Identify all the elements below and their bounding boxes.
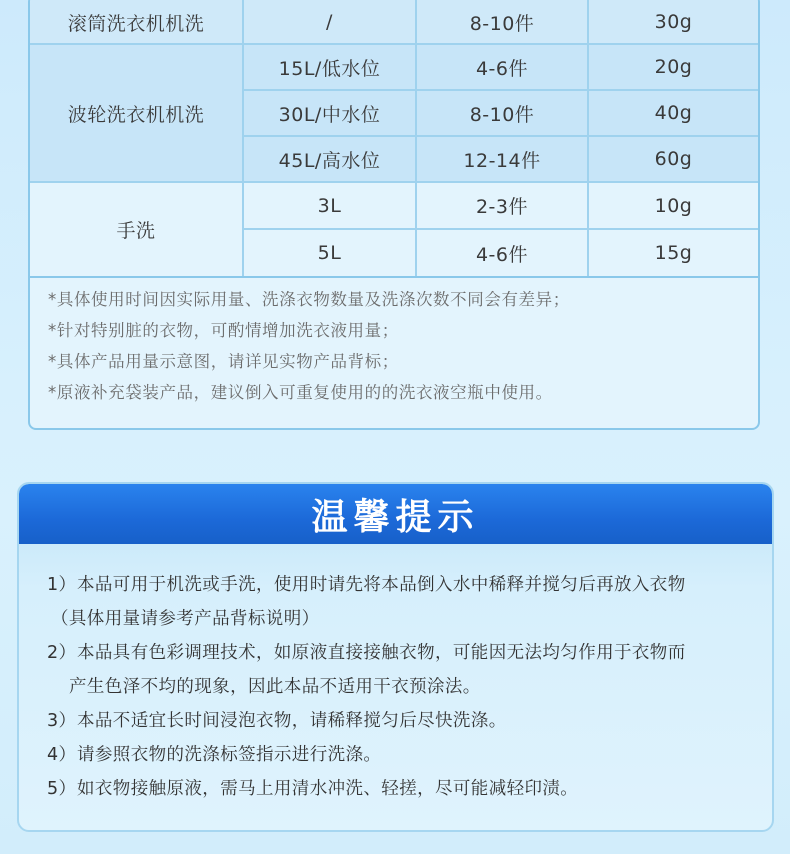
tip-text: 本品可用于机洗或手洗，使用时请先将本品倒入水中稀释并搅匀后再放入衣物 bbox=[77, 575, 686, 595]
cell-dosage: 30g bbox=[654, 11, 693, 33]
cell-clothes: 12-14件 bbox=[463, 149, 541, 172]
usage-table-card bbox=[28, 0, 760, 430]
tip-item bbox=[47, 738, 754, 772]
tips-list bbox=[47, 568, 754, 806]
tip-number: 1） bbox=[47, 575, 77, 595]
tip-text: 产生色泽不均的现象，因此本品不适用干衣预涂法。 bbox=[69, 677, 481, 697]
tip-text: 如衣物接触原液，需马上用清水冲洗、轻搓，尽可能减轻印渍。 bbox=[77, 779, 579, 799]
cell-dosage: 10g bbox=[654, 194, 693, 217]
cell-water: / bbox=[326, 11, 333, 33]
usage-notes bbox=[48, 284, 748, 408]
cell-water: 45L/高水位 bbox=[278, 149, 381, 172]
cell-dosage: 60g bbox=[654, 148, 693, 170]
cell-water: 3L bbox=[317, 194, 342, 217]
cell-clothes: 4-6件 bbox=[475, 243, 529, 266]
tip-item bbox=[47, 636, 754, 704]
cell-water: 5L bbox=[317, 242, 342, 264]
cell-water: 15L/低水位 bbox=[278, 57, 381, 80]
tip-text: 请参照衣物的洗涤标签指示进行洗涤。 bbox=[77, 745, 382, 765]
cell-water: 30L/中水位 bbox=[278, 103, 381, 126]
cell-type: 波轮洗衣机机洗 bbox=[67, 103, 205, 126]
tip-number: 4） bbox=[47, 745, 77, 765]
note-line: *具体使用时间因实际用量、洗涤衣物数量及洗涤次数不同会有差异； bbox=[48, 290, 570, 309]
tip-text: 本品不适宜长时间浸泡衣物，请稀释搅匀后尽快洗涤。 bbox=[77, 711, 507, 731]
note-line: *针对特别脏的衣物，可酌情增加洗衣液用量； bbox=[48, 321, 399, 340]
tip-item bbox=[47, 704, 754, 738]
tips-title: 温馨提示 bbox=[311, 496, 480, 538]
note-line: *原液补充袋装产品，建议倒入可重复使用的的洗衣液空瓶中使用。 bbox=[48, 383, 553, 402]
cell-dosage: 40g bbox=[654, 102, 693, 124]
tip-text: 本品具有色彩调理技术，如原液直接接触衣物，可能因无法均匀作用于衣物而 bbox=[77, 643, 686, 663]
tip-number: 2） bbox=[47, 643, 77, 663]
cell-clothes: 2-3件 bbox=[475, 196, 529, 218]
tips-header bbox=[19, 484, 772, 544]
tip-number: 3） bbox=[47, 711, 77, 731]
note-line: *具体产品用量示意图，请详见实物产品背标； bbox=[48, 352, 399, 371]
tip-number: 5） bbox=[47, 779, 77, 799]
cell-type: 手洗 bbox=[116, 220, 156, 242]
tip-item bbox=[47, 568, 754, 636]
tip-text: （具体用量请参考产品背标说明） bbox=[51, 609, 320, 629]
tips-card bbox=[17, 482, 774, 832]
cell-dosage: 15g bbox=[654, 242, 693, 264]
cell-clothes: 8-10件 bbox=[469, 103, 535, 126]
grid-line bbox=[30, 276, 758, 278]
usage-table bbox=[30, 0, 758, 280]
cell-type: 滚筒洗衣机机洗 bbox=[67, 12, 205, 35]
cell-clothes: 8-10件 bbox=[469, 12, 535, 35]
cell-dosage: 20g bbox=[654, 56, 693, 78]
tip-item bbox=[47, 772, 754, 806]
cell-clothes: 4-6件 bbox=[475, 57, 529, 80]
